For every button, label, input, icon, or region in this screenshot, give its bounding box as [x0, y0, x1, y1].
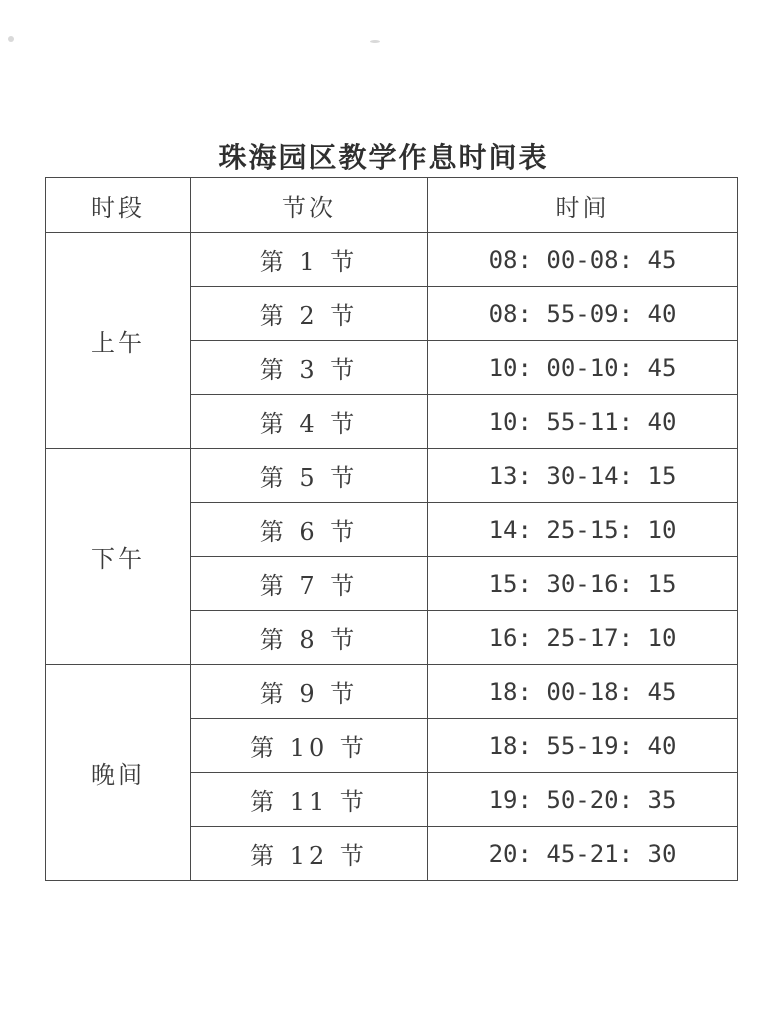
time-cell: 18: 00-18: 45: [428, 665, 738, 719]
schedule-table: [45, 177, 738, 881]
lesson-cell: 第 6 节: [191, 503, 428, 557]
scan-speck: [8, 36, 14, 42]
table-row: [46, 449, 738, 503]
time-cell: 10: 55-11: 40: [428, 395, 738, 449]
header-period: 时段: [46, 178, 191, 233]
lesson-cell: 第 11 节: [191, 773, 428, 827]
period-cell-evening: 晚间: [46, 665, 191, 881]
lesson-cell: 第 12 节: [191, 827, 428, 881]
lesson-cell: 第 3 节: [191, 341, 428, 395]
lesson-cell: 第 2 节: [191, 287, 428, 341]
period-cell-afternoon: 下午: [46, 449, 191, 665]
time-cell: 15: 30-16: 15: [428, 557, 738, 611]
lesson-cell: 第 5 节: [191, 449, 428, 503]
time-cell: 20: 45-21: 30: [428, 827, 738, 881]
table-row: [46, 665, 738, 719]
lesson-cell: 第 4 节: [191, 395, 428, 449]
lesson-cell: 第 8 节: [191, 611, 428, 665]
lesson-cell: 第 1 节: [191, 233, 428, 287]
lesson-cell: 第 9 节: [191, 665, 428, 719]
scan-speck: [370, 40, 380, 43]
header-row: [46, 178, 738, 233]
time-cell: 10: 00-10: 45: [428, 341, 738, 395]
lesson-cell: 第 7 节: [191, 557, 428, 611]
time-cell: 08: 00-08: 45: [428, 233, 738, 287]
time-cell: 08: 55-09: 40: [428, 287, 738, 341]
lesson-cell: 第 10 节: [191, 719, 428, 773]
header-time: 时间: [428, 178, 738, 233]
time-cell: 19: 50-20: 35: [428, 773, 738, 827]
table-row: [46, 233, 738, 287]
time-cell: 14: 25-15: 10: [428, 503, 738, 557]
time-cell: 13: 30-14: 15: [428, 449, 738, 503]
page-title: 珠海园区教学作息时间表: [218, 141, 549, 174]
time-cell: 18: 55-19: 40: [428, 719, 738, 773]
time-cell: 16: 25-17: 10: [428, 611, 738, 665]
period-cell-morning: 上午: [46, 233, 191, 449]
header-lesson: 节次: [191, 178, 428, 233]
